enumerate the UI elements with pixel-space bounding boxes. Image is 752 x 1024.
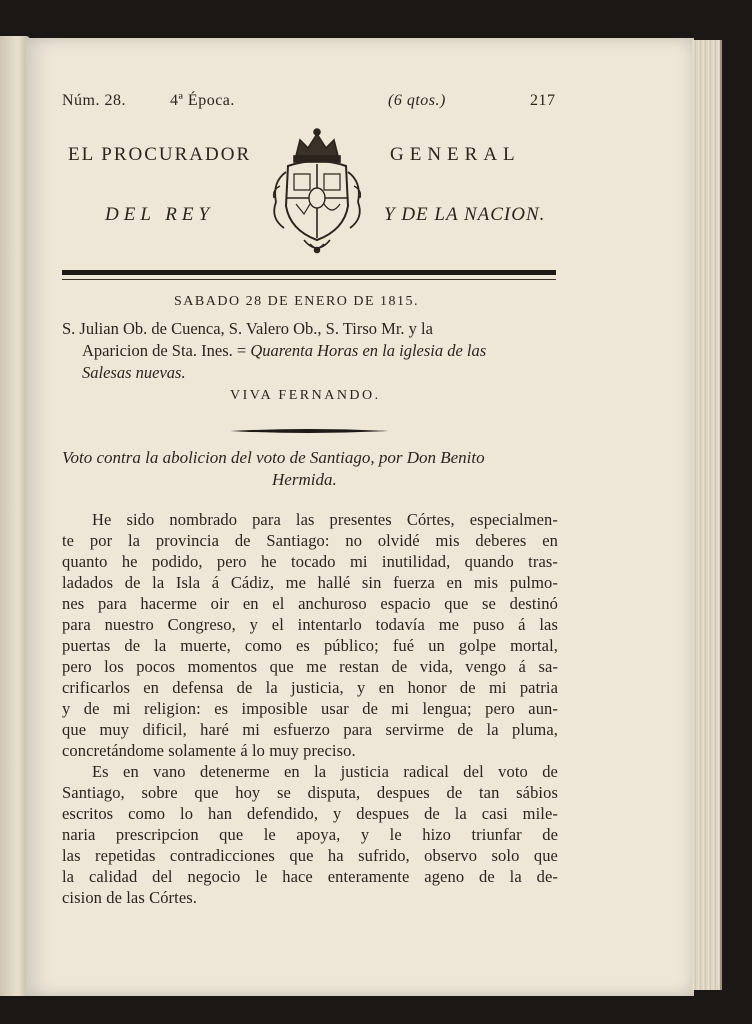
ornamental-divider bbox=[230, 428, 388, 434]
body-line: naria prescripcion que le apoya, y le hizo triunfar de bbox=[62, 825, 558, 844]
body-line: pero los pocos momentos que me restan de vida, vengo á sa- bbox=[62, 657, 558, 676]
masthead-rule-thick bbox=[62, 270, 556, 275]
body-line: crificarlos en defensa de la justicia, y en honor de mi patria bbox=[62, 678, 558, 697]
masthead-right-bottom: Y DE LA NACION. bbox=[384, 204, 546, 225]
body-line: concretándome solamente á lo muy preciso. bbox=[62, 741, 356, 760]
saints-line-2-plain: Aparicion de Sta. Ines. = bbox=[82, 341, 251, 360]
saints-line-1: S. Julian Ob. de Cuenca, S. Valero Ob., S. Tirso Mr. y la bbox=[62, 319, 433, 338]
page-number: 217 bbox=[530, 92, 556, 109]
body-line: para nuestro Congreso, y el intentarlo todavía me puso á las bbox=[62, 615, 558, 634]
dateline: SABADO 28 DE ENERO DE 1815. bbox=[174, 294, 420, 309]
body-line: la calidad del negocio le hace enteramente ageno de la de- bbox=[62, 867, 558, 886]
masthead-rule-thin bbox=[62, 279, 556, 280]
body-line: que muy dificil, haré mi esfuerzo para servirme de la pluma, bbox=[62, 720, 558, 739]
body-line: te por la provincia de Santiago: no olvidé mis deberes en bbox=[62, 531, 558, 550]
body-line: quanto he podido, pero he tocado mi inutilidad, quando tras- bbox=[62, 552, 558, 571]
page-stack-edge bbox=[692, 40, 722, 990]
saints-line-3: Salesas nuevas. bbox=[82, 363, 186, 382]
body-line: He sido nombrado para las presentes Córtes, especialmen- bbox=[92, 510, 558, 529]
body-line: Santiago, sobre que hoy se disputa, despues de tan sábios bbox=[62, 783, 558, 802]
royal-coat-of-arms-icon bbox=[266, 126, 368, 258]
quires-label: (6 qtos.) bbox=[388, 92, 446, 109]
body-line: cision de las Córtes. bbox=[62, 888, 197, 907]
body-line: ladados de la Isla á Cádiz, me hallé sin fuerza en mis pulmo- bbox=[62, 573, 558, 592]
body-line: nes para hacerme oir en el anchuroso espacio que se destinó bbox=[62, 594, 558, 613]
motto: VIVA FERNANDO. bbox=[230, 388, 381, 403]
saints-line-2 bbox=[82, 340, 486, 361]
saints-line-2-italic: Quarenta Horas en la iglesia de las bbox=[250, 341, 487, 360]
masthead-left-top: EL PROCURADOR bbox=[68, 144, 252, 165]
body-line: las repetidas contradicciones que ha sufrido, observo solo que bbox=[62, 846, 558, 865]
masthead-right-top: GENERAL bbox=[390, 144, 521, 165]
body-line: puertas de la muerte, como es público; fué un golpe mortal, bbox=[62, 636, 558, 655]
masthead-left-bottom: DEL REY bbox=[105, 204, 215, 225]
article-title-line-2: Hermida. bbox=[272, 470, 337, 489]
body-line: escritos como lo han defendido, y despues de la casi mile- bbox=[62, 804, 558, 823]
body-line: y de mi religion: es imposible usar de mi lengua; pero aun- bbox=[62, 699, 558, 718]
issue-number: Núm. 28. bbox=[62, 92, 126, 109]
article-title-line-1: Voto contra la abolicion del voto de Santiago, por Don Benito bbox=[62, 448, 485, 467]
epoch-label: 4ª Época. bbox=[170, 92, 235, 109]
body-line: Es en vano detenerme en la justicia radical del voto de bbox=[92, 762, 558, 781]
